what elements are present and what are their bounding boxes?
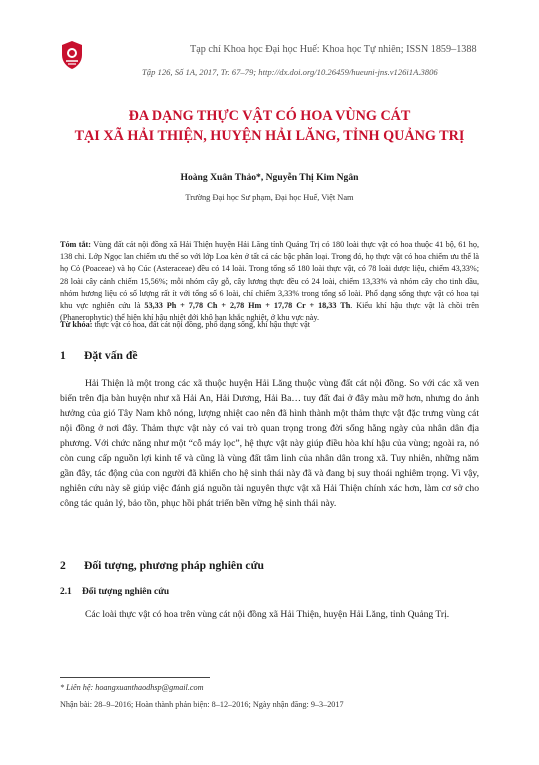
affiliation: Trường Đại học Sư phạm, Đại học Huế, Việt Nam — [185, 193, 354, 202]
section-2-number: 2 — [60, 559, 66, 572]
section-1-title: Đặt vấn đề — [84, 349, 138, 362]
section-2-1-title: Đối tượng nghiên cứu — [82, 587, 170, 597]
university-crest-icon — [60, 40, 84, 70]
corresponding-author-footnote: * Liên hệ: hoangxuanthaodhsp@gmail.com — [60, 683, 204, 692]
abstract — [60, 239, 479, 324]
keywords — [60, 320, 479, 329]
footnote-divider — [60, 677, 210, 678]
section-2-1-heading — [60, 587, 169, 597]
section-1-number: 1 — [60, 349, 66, 362]
abstract-text: Vùng đất cát nội đồng xã Hải Thiện huyện Hải Lăng tỉnh Quảng Trị có 180 loài thực vật có hoa thuộc 41 bộ, 61 họ, 138 chi. Lớp Ngọc lan chiếm ưu thế so với lớp Loa kèn ở tất cả các bậc phân loại. Trong đó, họ thực vật có hoa chiếm ưu thế là họ Cỏ (Poaceae) và họ Cúc (Asteraceae) đều có 14 loài. Trong tổng số 180 loài thực vật, có 78 loài dược liệu, chiếm 43,33%; 28 loài cây cảnh chiếm 15,56%; mỗi nhóm cây gỗ, cây lương thực đều có 24 loài, chiếm 13,33% và nhóm cây cho tinh dầu, nhóm hương liệu có số lượng rất ít với tổng số 6 loài, chỉ chiếm 3,33% trong tổng số loài. Phổ dạng sống thực vật có hoa tại khu vực nghiên cứu là — [60, 240, 479, 311]
section-1-heading — [60, 349, 137, 362]
section-1-paragraph: Hải Thiện là một trong các xã thuộc huyện Hải Lăng thuộc vùng đất cát nội đồng. So với các xã ven biển trên địa bàn huyện như xã Hải An, Hải Dương, Hải Ba… tuy đất đai ở đây màu mỡ hơn, nhưng do ảnh hưởng của gió Tây Nam khô nóng, lượng nhiệt cao nên đã hình thành một thảm thực vật đặc trưng vùng cát nội đồng ở nơi đây. Thảm thực vật này có vai trò quan trọng trong đời sống hằng ngày của nhân dân địa phương. Với chức năng như một “cỗ máy lọc”, hệ thực vật này giúp điều hòa khí hậu của vùng; ngoài ra, nó còn cung cấp nguồn lợi kinh tế và cũng là vùng đất tâm linh của nhân dân trong xã. Tuy nhiên, những năm gần đây, tác động của con người đã khiến cho hệ sinh thái này đã và đang bị suy thoái nghiêm trọng. Vì vậy, nghiên cứu này sẽ giúp việc đánh giá nguồn tài nguyên thực vật xã Hải Thiện chính xác hơn, làm cơ sở cho công tác quản lý, bảo tồn, phục hồi phát triển bền vững hệ sinh thái này. — [60, 378, 479, 509]
title-line-1: ĐA DẠNG THỰC VẬT CÓ HOA VÙNG CÁT — [128, 108, 411, 124]
journal-header: Tạp chí Khoa học Đại học Huế: Khoa học Tự nhiên; ISSN 1859–1388 — [190, 44, 477, 55]
section-2-heading — [60, 559, 264, 572]
section-2-1-paragraph: Các loài thực vật có hoa trên vùng cát nội đồng xã Hải Thiện, huyện Hải Lăng, tỉnh Quảng Trị. — [85, 609, 450, 620]
abstract-label: Tóm tắt: — [60, 240, 91, 249]
keywords-label: Từ khóa: — [60, 320, 93, 329]
section-2-title: Đối tượng, phương pháp nghiên cứu — [84, 559, 264, 572]
abstract-text-end: . Kiểu khí hậu thực vật là chồi trên (Phanerophytic) thể hiện khí hậu nhiệt đới khô hạn khắc nghiệt, ở khu vực này. — [60, 301, 479, 323]
submission-dates: Nhận bài: 28–9–2016; Hoàn thành phản biện: 8–12–2016; Ngày nhận đăng: 9–3–2017 — [60, 700, 344, 709]
authors: Hoàng Xuân Thảo*, Nguyễn Thị Kim Ngân — [180, 172, 359, 183]
keywords-text: thực vật có hoa, đất cát nội đồng, phổ dạng sống, khí hậu thực vật — [94, 320, 311, 329]
volume-doi-line: Tập 126, Số 1A, 2017, Tr. 67–79; http://dx.doi.org/10.26459/hueuni-jns.v126i1A.3806 — [142, 67, 438, 77]
life-form-formula: 53,33 Ph + 7,78 Ch + 2,78 Hm + 17,78 Cr + 18,33 Th — [144, 301, 351, 311]
title-line-2: TẠI XÃ HẢI THIỆN, HUYỆN HẢI LĂNG, TỈNH QUẢNG TRỊ — [74, 128, 465, 144]
paper-title — [60, 106, 479, 146]
section-2-1-number: 2.1 — [60, 587, 72, 597]
